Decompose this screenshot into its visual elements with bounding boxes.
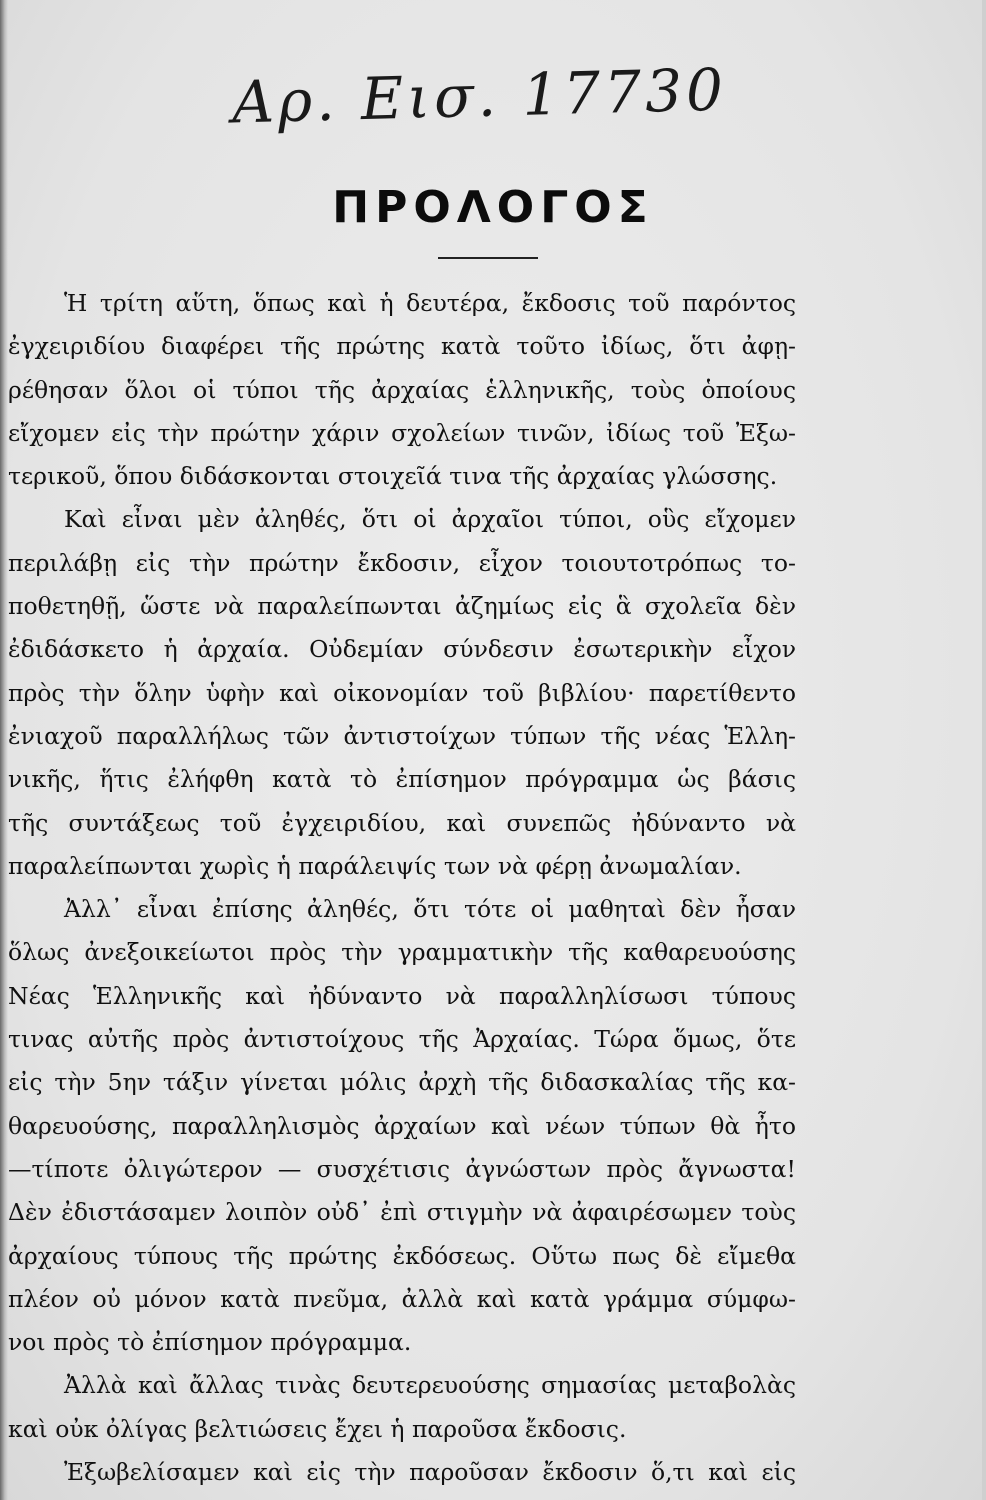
text-line: εἴχομεν εἰς τὴν πρώτην χάριν σχολείων τινῶν, ἰδίως τοῦ Ἐξω-: [8, 418, 796, 447]
text-line: τινας αὐτῆς πρὸς ἀντιστοίχους τῆς Ἀρχαίας. Τώρα ὅμως, ὅτε: [8, 1025, 796, 1054]
handwritten-inventory-number: Αρ. Εισ. 17730: [231, 55, 728, 137]
text-line: τῆς συντάξεως τοῦ ἐγχειριδίου, καὶ συνεπῶς ἠδύναντο νὰ: [8, 808, 796, 837]
text-line: παραλείπωνται χωρὶς ἡ παράλειψίς των νὰ φέρῃ ἀνωμαλίαν.: [8, 851, 742, 880]
text-line: ἐγχειριδίου διαφέρει τῆς πρώτης κατὰ τοῦτο ἰδίως, ὅτι ἀφῃ-: [8, 332, 796, 361]
text-line: Νέας Ἑλληνικῆς καὶ ἠδύναντο νὰ παραλληλίσωσι τύπους: [8, 981, 796, 1010]
text-line: Ἡ τρίτη αὕτη, ὅπως καὶ ἡ δευτέρα, ἔκδοσις τοῦ παρόντος: [64, 289, 796, 317]
text-line: θαρευούσης, παραλληλισμὸς ἀρχαίων καὶ νέων τύπων θὰ ἦτο: [8, 1111, 796, 1140]
text-line: τερικοῦ, ὅπου διδάσκονται στοιχεῖά τινα τῆς ἀρχαίας γλώσσης.: [8, 462, 778, 491]
text-line: Δὲν ἐδιστάσαμεν λοιπὸν οὐδ᾽ ἐπὶ στιγμὴν νὰ ἀφαιρέσωμεν τοὺς: [8, 1198, 796, 1227]
text-line: πρὸς τὴν ὅλην ὑφὴν καὶ οἰκονομίαν τοῦ βιβλίου· παρετίθεντο: [8, 678, 796, 707]
text-line: πλέον οὐ μόνον κατὰ πνεῦμα, ἀλλὰ καὶ κατὰ γράμμα σύμφω-: [8, 1284, 796, 1313]
text-line: ἀρχαίους τύπους τῆς πρώτης ἐκδόσεως. Οὕτω πως δὲ εἴμεθα: [8, 1241, 796, 1270]
text-line: ὅλως ἀνεξοικείωτοι πρὸς τὴν γραμματικὴν τῆς καθαρευούσης: [8, 938, 796, 967]
preface-body: [8, 282, 796, 1494]
text-line: ἐδιδάσκετο ἡ ἀρχαία. Οὐδεμίαν σύνδεσιν ἐσωτερικὴν εἶχον: [8, 635, 796, 664]
text-line: νοι πρὸς τὸ ἐπίσημον πρόγραμμα.: [8, 1328, 412, 1357]
text-line: περιλάβῃ εἰς τὴν πρώτην ἔκδοσιν, εἶχον τοιουτοτρόπως το-: [8, 548, 796, 577]
page-title: ΠΡΟΛΟΓΟΣ: [332, 182, 654, 233]
text-line: ποθετηθῇ, ὥστε νὰ παραλείπωνται ἀζημίως εἰς ἃ σχολεῖα δὲν: [8, 592, 796, 621]
text-line: Ἀλλὰ καὶ ἄλλας τινὰς δευτερευούσης σημασίας μεταβολὰς: [64, 1371, 796, 1400]
text-line: ρέθησαν ὅλοι οἱ τύποι τῆς ἀρχαίας ἑλληνικῆς, τοὺς ὁποίους: [8, 375, 796, 404]
text-line: Ἐξωβελίσαμεν καὶ εἰς τὴν παροῦσαν ἔκδοσιν ὅ,τι καὶ εἰς: [64, 1458, 796, 1487]
text-line: ἐνιαχοῦ παραλλήλως τῶν ἀντιστοίχων τύπων τῆς νέας Ἑλλη-: [8, 721, 796, 750]
text-line: νικῆς, ἥτις ἐλήφθη κατὰ τὸ ἐπίσημον πρόγραμμα ὡς βάσις: [8, 765, 796, 794]
title-divider: [438, 257, 538, 259]
text-line: καὶ οὐκ ὀλίγας βελτιώσεις ἔχει ἡ παροῦσα ἔκδοσις.: [8, 1414, 627, 1443]
text-line: εἰς τὴν 5ην τάξιν γίνεται μόλις ἀρχὴ τῆς διδασκαλίας τῆς κα-: [8, 1068, 796, 1097]
text-line: —τίποτε ὀλιγώτερον — συσχέτισις ἀγνώστων πρὸς ἄγνωστα!: [8, 1154, 796, 1183]
text-line: Ἀλλ᾽ εἶναι ἐπίσης ἀληθές, ὅτι τότε οἱ μαθηταὶ δὲν ἦσαν: [64, 895, 796, 924]
text-line: Καὶ εἶναι μὲν ἀληθές, ὅτι οἱ ἀρχαῖοι τύποι, οὓς εἴχομεν: [64, 505, 796, 534]
